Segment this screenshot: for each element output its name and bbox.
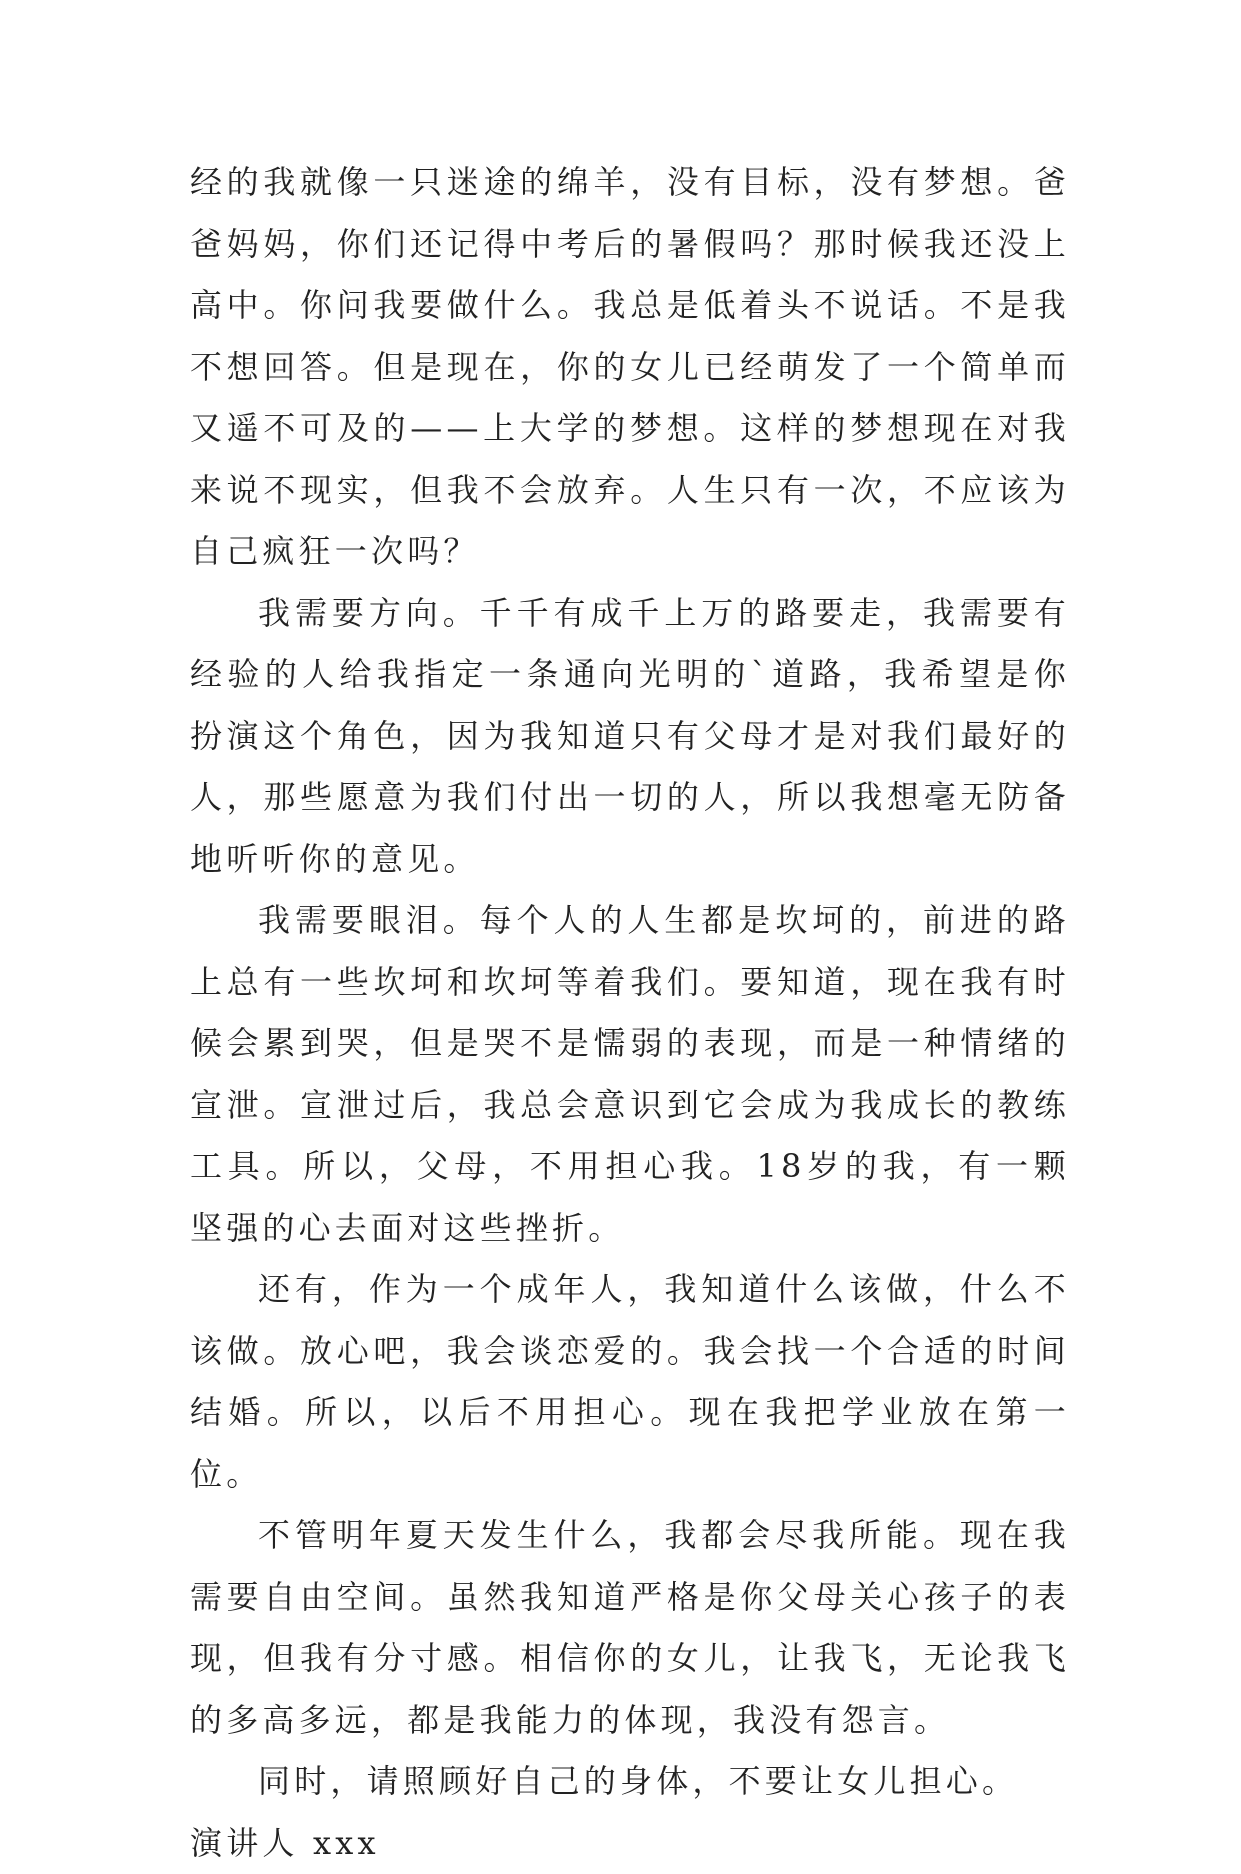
- paragraph-4: 还有，作为一个成年人，我知道什么该做，什么不该做。放心吧，我会谈恋爱的。我会找一个合适的时间结婚。所以，以后不用担心。现在我把学业放在第一位。: [190, 1259, 1070, 1505]
- paragraph-3: 我需要眼泪。每个人的人生都是坎坷的，前进的路上总有一些坎坷和坎坷等着我们。要知道，现在我有时候会累到哭，但是哭不是懦弱的表现，而是一种情绪的宣泄。宣泄过后，我总会意识到它会成为我成长的教练工具。所以，父母，不用担心我。18岁的我，有一颗坚强的心去面对这些挫折。: [190, 890, 1070, 1259]
- signature: 演讲人 xxx: [190, 1813, 1070, 1874]
- paragraph-5: 不管明年夏天发生什么，我都会尽我所能。现在我需要自由空间。虽然我知道严格是你父母关心孩子的表现，但我有分寸感。相信你的女儿，让我飞，无论我飞的多高多远，都是我能力的体现，我没有怨言。: [190, 1505, 1070, 1751]
- paragraph-1: 经的我就像一只迷途的绵羊，没有目标，没有梦想。爸爸妈妈，你们还记得中考后的暑假吗？那时候我还没上高中。你问我要做什么。我总是低着头不说话。不是我不想回答。但是现在，你的女儿已经萌发了一个简单而又遥不可及的——上大学的梦想。这样的梦想现在对我来说不现实，但我不会放弃。人生只有一次，不应该为自己疯狂一次吗？: [190, 152, 1070, 583]
- paragraph-2: 我需要方向。千千有成千上万的路要走，我需要有经验的人给我指定一条通向光明的`道路，我希望是你扮演这个角色，因为我知道只有父母才是对我们最好的人，那些愿意为我们付出一切的人，所以我想毫无防备地听听你的意见。: [190, 583, 1070, 891]
- speech-body: [190, 152, 1070, 1874]
- paragraph-6: 同时，请照顾好自己的身体，不要让女儿担心。: [190, 1751, 1070, 1813]
